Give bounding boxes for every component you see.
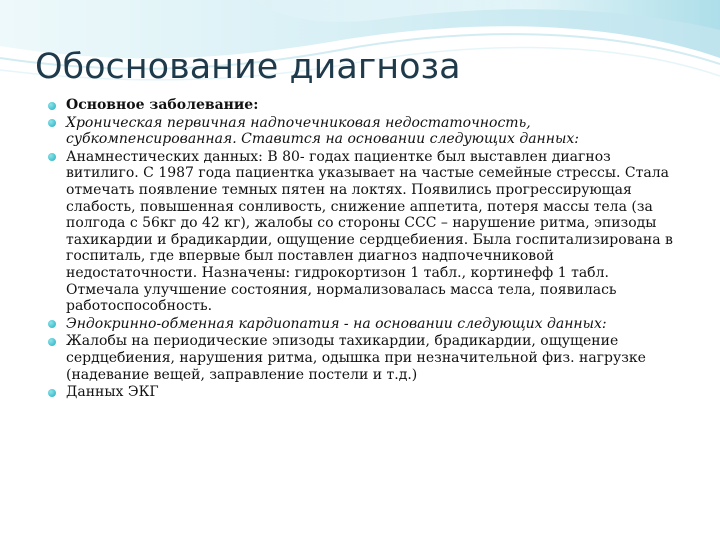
- bullet-marker-icon: [48, 389, 56, 397]
- bullet-list: [46, 97, 686, 401]
- bullet-text: Жалобы на периодические эпизоды тахикардии, брадикардии, ощущение сердцебиения, нарушения ритма, одышка при незначительной физ. нагрузке (надевание вещей, заправление постели и т.д.): [66, 333, 646, 383]
- bullet-marker-icon: [48, 320, 56, 328]
- bullet-marker-icon: [48, 338, 56, 346]
- bullet-text: Эндокринно-обменная кардиопатия - на основании следующих данных:: [66, 315, 607, 332]
- bullet-marker-icon: [48, 119, 56, 127]
- slide-title: Обоснование диагноза: [35, 47, 461, 87]
- bullet-marker-icon: [48, 102, 56, 110]
- bullet-text: Хроническая первичная надпочечниковая недостаточность, субкомпенсированная. Ставится на основании следующих данных:: [66, 114, 580, 148]
- bullet-main-disease: [46, 97, 686, 114]
- bullet-text: Анамнестических данных: В 80- годах пациентке был выставлен диагноз витилиго. С 1987 года пациентка указывает на частые семейные стрессы. Стала отмечать появление темных пятен на локтях. Появились прогрессирующая слабость, повышенная сонливость, снижение аппетита, потеря массы тела (за полгода с 56кг до 42 кг), жалобы со стороны ССС – нарушение ритма, эпизоды тахикардии и брадикардии, ощущение сердцебиения. Была госпитализирована в госпиталь, где впервые был поставлен диагноз надпочечниковой недостаточности. Назначены: гидрокортизон 1 табл., кортинефф 1 табл. Отмечала улучшение состояния, нормализовалась масса тела, появилась работоспособность.: [66, 148, 673, 315]
- bullet-anamnesis: [46, 149, 686, 315]
- bullet-text: Данных ЭКГ: [66, 384, 159, 401]
- bullet-marker-icon: [48, 153, 56, 161]
- bullet-complaints: [46, 333, 686, 383]
- bullet-cardiopathy: [46, 316, 686, 333]
- bullet-adrenal-insufficiency: [46, 115, 686, 148]
- bullet-text: Основное заболевание:: [66, 97, 259, 113]
- bullet-ecg: [46, 384, 686, 401]
